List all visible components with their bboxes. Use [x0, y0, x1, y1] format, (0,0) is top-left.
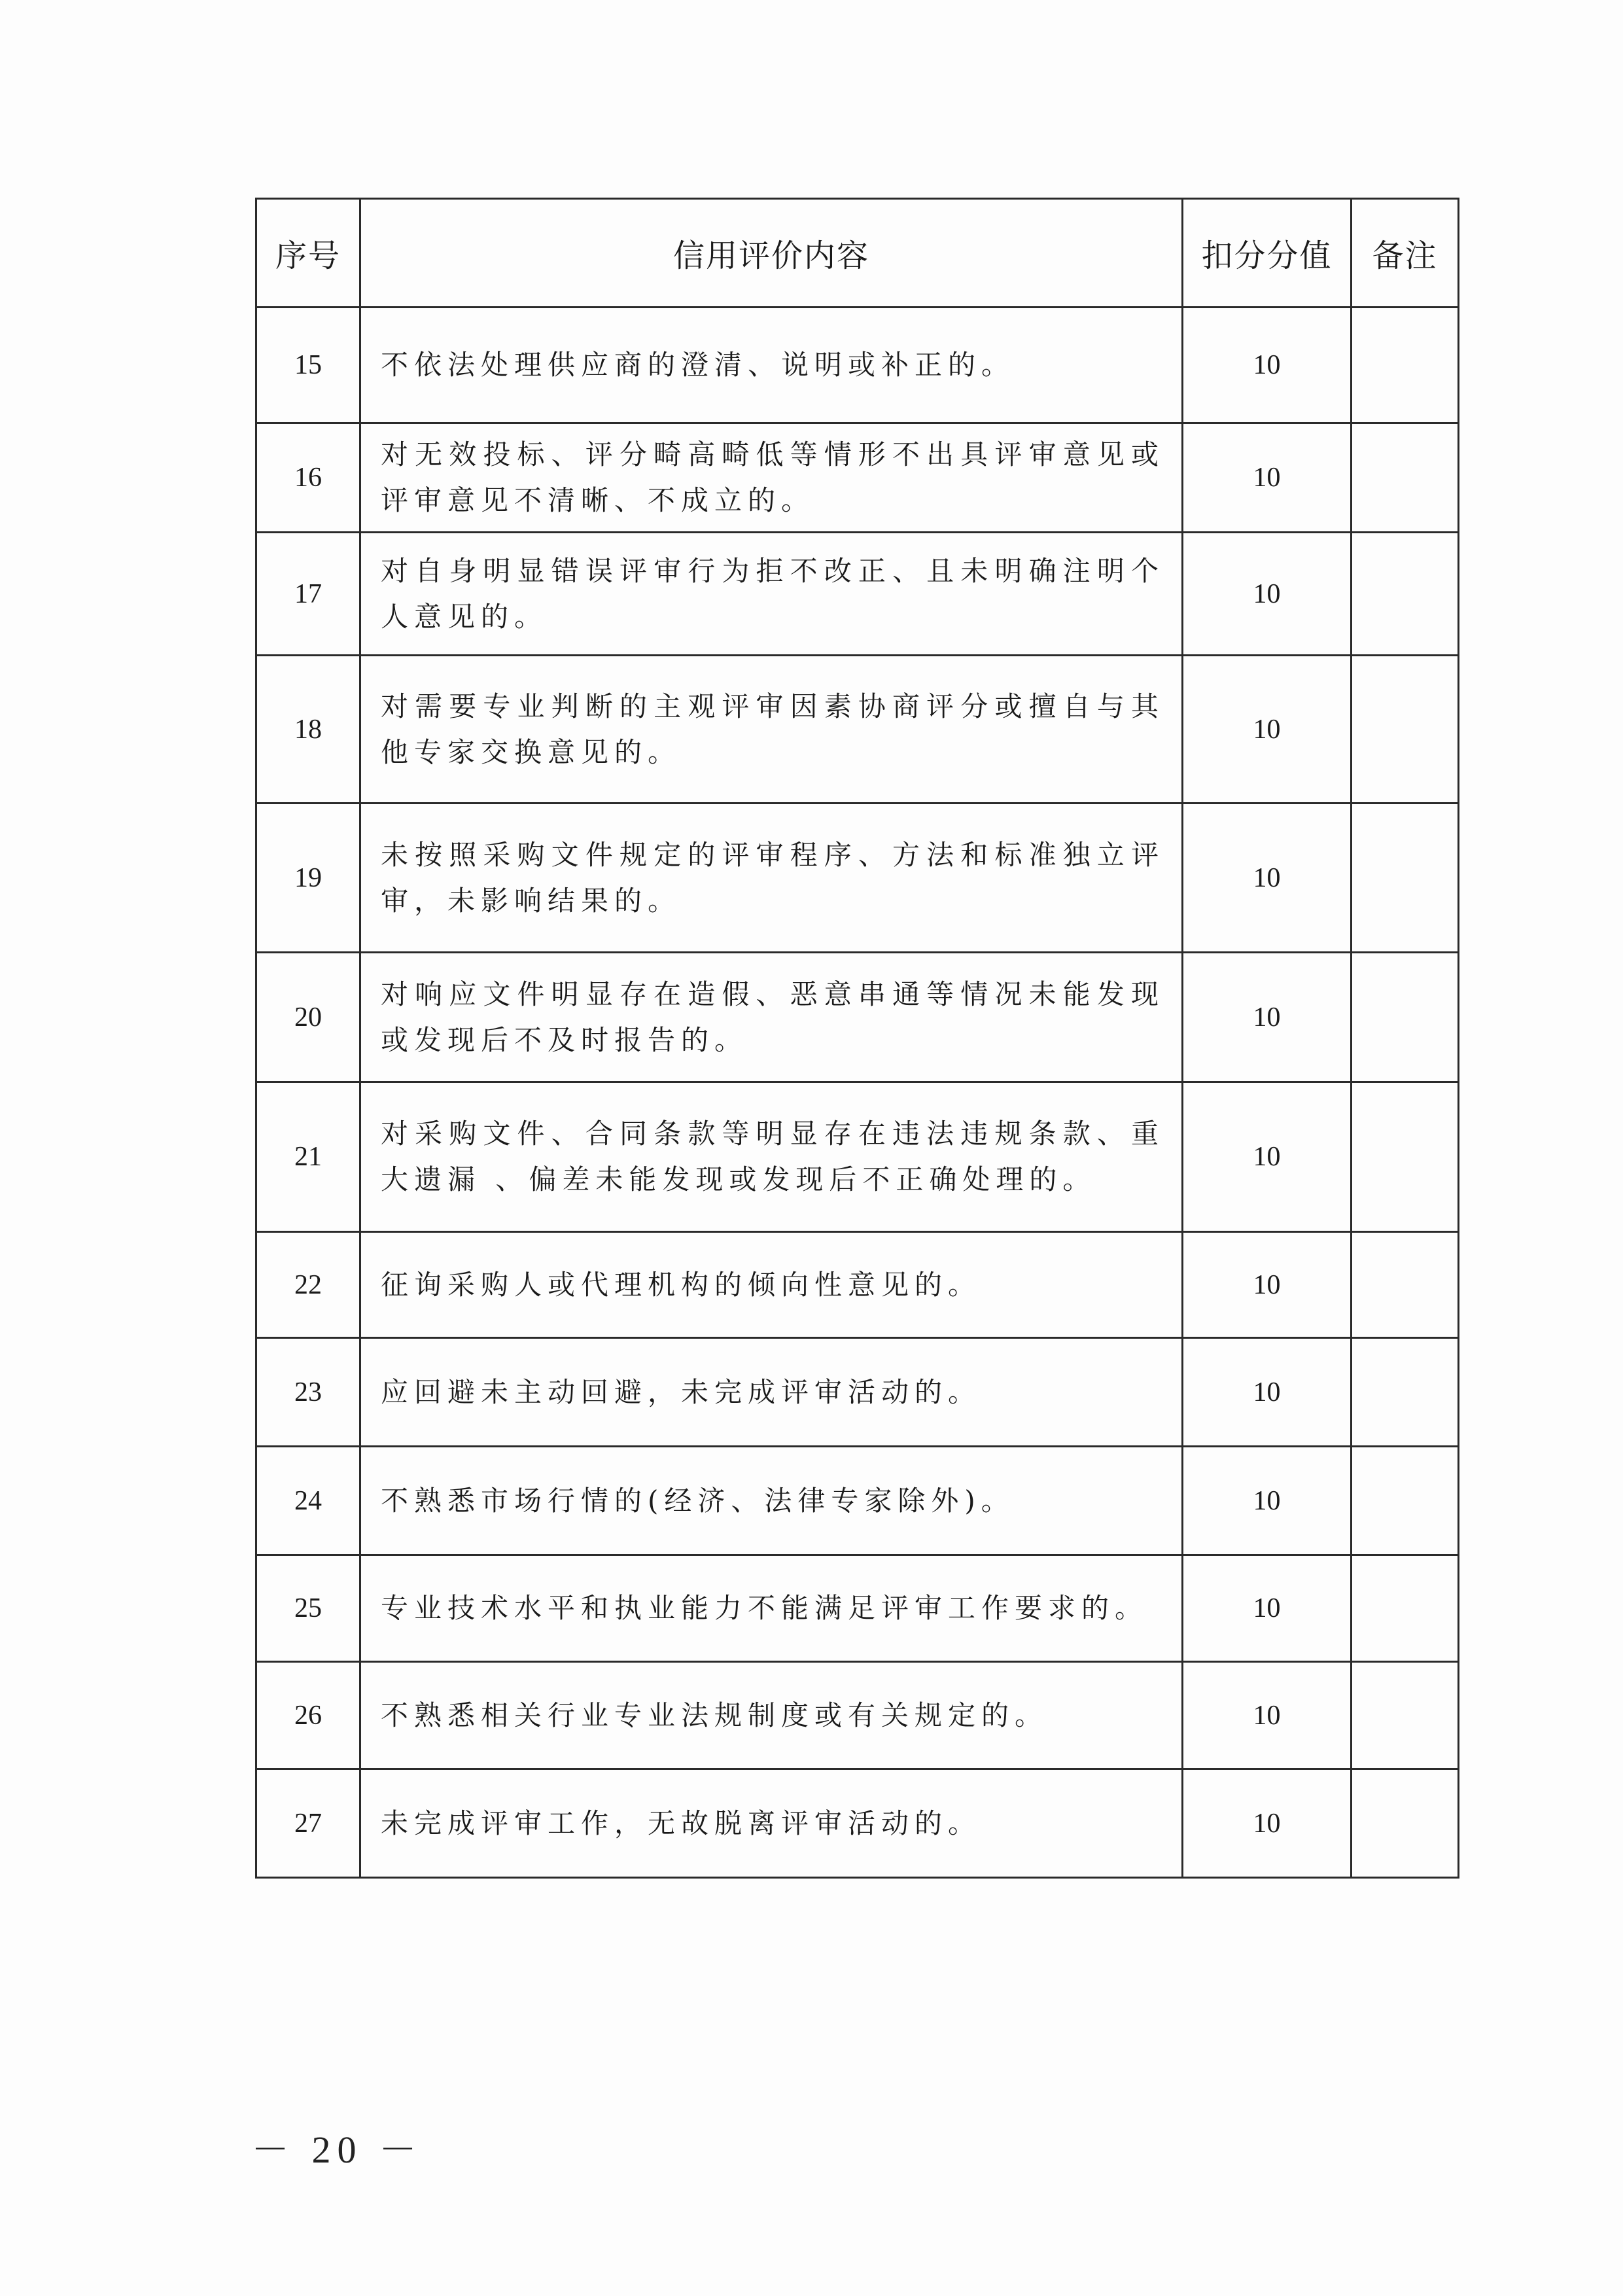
row-content: 未完成评审工作，无故脱离评审活动的。	[360, 1769, 1183, 1878]
row-remark	[1352, 953, 1459, 1082]
row-remark	[1352, 1232, 1459, 1338]
table-row	[256, 953, 1459, 1082]
row-content: 对响应文件明显存在造假、恶意串通等情况未能发现或发现后不及时报告的。	[360, 953, 1183, 1082]
row-number: 16	[256, 423, 360, 533]
row-score: 10	[1183, 1662, 1352, 1769]
row-remark	[1352, 1082, 1459, 1232]
row-content: 对需要专业判断的主观评审因素协商评分或擅自与其他专家交换意见的。	[360, 656, 1183, 804]
row-content: 应回避未主动回避，未完成评审活动的。	[360, 1338, 1183, 1447]
row-remark	[1352, 1338, 1459, 1447]
row-number: 24	[256, 1447, 360, 1555]
row-score: 10	[1183, 656, 1352, 804]
table-row	[256, 1447, 1459, 1555]
row-remark	[1352, 1555, 1459, 1662]
row-remark	[1352, 1662, 1459, 1769]
table-header-row	[256, 199, 1459, 308]
row-number: 17	[256, 533, 360, 656]
row-content: 对自身明显错误评审行为拒不改正、且未明确注明个人意见的。	[360, 533, 1183, 656]
row-number: 27	[256, 1769, 360, 1878]
table-row	[256, 656, 1459, 804]
row-remark	[1352, 423, 1459, 533]
row-score: 10	[1183, 953, 1352, 1082]
table-row	[256, 1555, 1459, 1662]
row-remark	[1352, 308, 1459, 423]
table-row	[256, 1662, 1459, 1769]
row-number: 21	[256, 1082, 360, 1232]
row-score: 10	[1183, 1555, 1352, 1662]
row-content: 未按照采购文件规定的评审程序、方法和标准独立评审，未影响结果的。	[360, 804, 1183, 953]
table-row	[256, 1082, 1459, 1232]
row-number: 25	[256, 1555, 360, 1662]
row-content: 对无效投标、评分畸高畸低等情形不出具评审意见或评审意见不清晰、不成立的。	[360, 423, 1183, 533]
row-number: 26	[256, 1662, 360, 1769]
row-remark	[1352, 656, 1459, 804]
row-content: 不依法处理供应商的澄清、说明或补正的。	[360, 308, 1183, 423]
header-deduction-score: 扣分分值	[1183, 199, 1352, 308]
header-remark: 备注	[1352, 199, 1459, 308]
page-number: － 20 －	[251, 2128, 424, 2171]
row-number: 18	[256, 656, 360, 804]
row-content: 专业技术水平和执业能力不能满足评审工作要求的。	[360, 1555, 1183, 1662]
table-row	[256, 423, 1459, 533]
row-score: 10	[1183, 1082, 1352, 1232]
row-number: 19	[256, 804, 360, 953]
table-row	[256, 308, 1459, 423]
row-score: 10	[1183, 308, 1352, 423]
table-row	[256, 1769, 1459, 1878]
credit-evaluation-table	[255, 198, 1459, 1879]
row-number: 20	[256, 953, 360, 1082]
table-row	[256, 1338, 1459, 1447]
row-score: 10	[1183, 423, 1352, 533]
row-score: 10	[1183, 533, 1352, 656]
row-score: 10	[1183, 804, 1352, 953]
row-remark	[1352, 1769, 1459, 1878]
row-content: 不熟悉相关行业专业法规制度或有关规定的。	[360, 1662, 1183, 1769]
table-row	[256, 1232, 1459, 1338]
table-row	[256, 804, 1459, 953]
row-number: 22	[256, 1232, 360, 1338]
row-score: 10	[1183, 1769, 1352, 1878]
row-score: 10	[1183, 1338, 1352, 1447]
row-number: 15	[256, 308, 360, 423]
row-remark	[1352, 533, 1459, 656]
row-remark	[1352, 804, 1459, 953]
header-credit-content: 信用评价内容	[360, 199, 1183, 308]
row-number: 23	[256, 1338, 360, 1447]
table-row	[256, 533, 1459, 656]
row-content: 对采购文件、合同条款等明显存在违法违规条款、重大遗漏 、偏差未能发现或发现后不正确处理的。	[360, 1082, 1183, 1232]
row-content: 征询采购人或代理机构的倾向性意见的。	[360, 1232, 1183, 1338]
row-score: 10	[1183, 1447, 1352, 1555]
header-serial-number: 序号	[256, 199, 360, 308]
row-remark	[1352, 1447, 1459, 1555]
row-score: 10	[1183, 1232, 1352, 1338]
row-content: 不熟悉市场行情的(经济、法律专家除外)。	[360, 1447, 1183, 1555]
